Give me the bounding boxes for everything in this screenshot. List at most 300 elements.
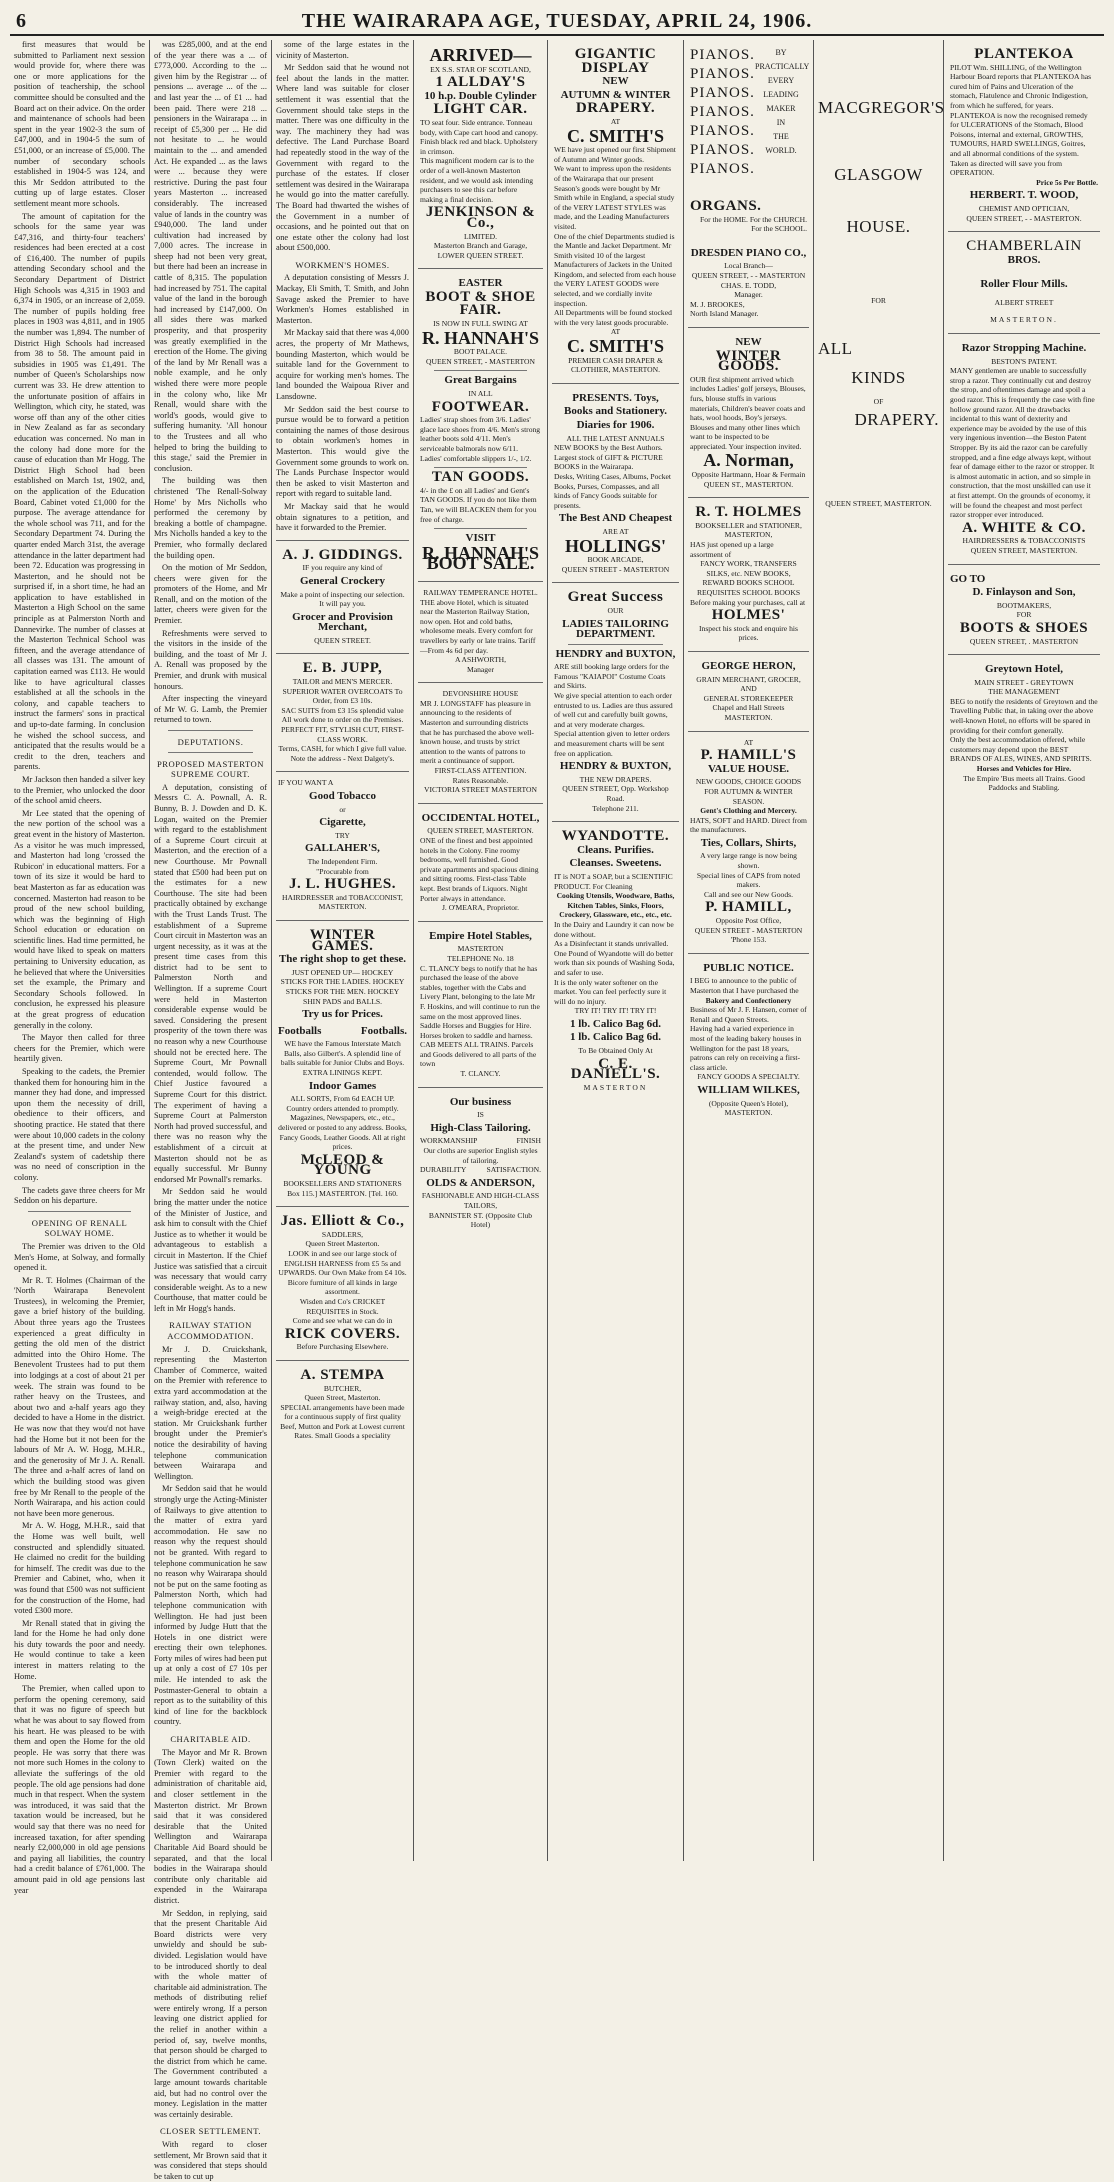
ad-line: GALLAHER'S, <box>305 842 380 855</box>
ad-text: We give special attention to each order entrusted to us. Ladies are thus assured of well cut and carefully built gowns, and at very moderate charges. <box>554 691 673 729</box>
ad-title: GIGANTIC <box>574 46 657 62</box>
ad-line: Price 5s Per Bottle. <box>1036 177 1098 187</box>
ad-text: IT is NOT a SOAP, but a SCIENTIFIC PRODUCT. For Cleaning <box>554 871 673 891</box>
ad-title: KINDS <box>851 367 906 387</box>
divider <box>168 752 253 753</box>
ad-text: MANY gentlemen are unable to successfully strop a razor. They continually cut and destroy the strop, and oftentimes damage and spoil a good razor. This is frequently the case with fine hollow ground razor. All the drawbacks incidental to this want of dexterity and experience may be avoided by the use of this very ingenious invention—the Beston Patent Stropper. By its aid the razor can be carefully stropped, and a fine edge always kept, without fear of damage either to the razor or stropper. It is almost automatic in action, and so simple in construction, that the most unskilled can use it at first attempt. On the grounds of economy, it will be found the cheapest and most perfect razor stropper ever introduced. <box>950 366 1095 520</box>
ad-plantekoa <box>948 40 1100 232</box>
ad-name: M. J. BROOKES, <box>690 299 745 309</box>
page-number: 6 <box>16 10 26 32</box>
ad-text: WORKMANSHIP <box>420 1136 478 1146</box>
ad-line: The Best AND Cheapest <box>558 512 673 525</box>
ad-text: ARE AT <box>602 526 629 536</box>
divider <box>568 644 663 645</box>
article-paragraph: some of the large estates in the vicinity of Masterton. <box>276 40 409 60</box>
ad-public-notice <box>688 954 809 1126</box>
ad-line: NEW <box>602 75 629 88</box>
ad-text: In the Dairy and Laundry it can now be done without. <box>554 919 674 939</box>
ad-line: BROS. <box>1007 253 1041 266</box>
ad-text: Cooking Utensils, Woodware, Baths, Kitchen Tables, Sinks, Floors, Crockery, Glassware, etc., etc., etc. <box>556 891 675 920</box>
article-heading: DEPUTATIONS. <box>177 737 244 747</box>
ad-text: As a Disinfectant it stands unrivalled. <box>554 939 669 949</box>
ad-hollings <box>552 384 679 584</box>
divider <box>28 1211 131 1212</box>
ad-text: FANCY GOODS A SPECIALTY. <box>697 1072 800 1082</box>
article-paragraph: Mr J. D. Cruickshank, representing the Masterton Chamber of Commerce, waited on the Premier with reference to extra yard accommodation at the railway station, and, also, having a weigh-bridge erected at the station. Mr Cruickshank further brought under the Premier's notice the desirability of having telephone communication between Wairarapa and Wellington. <box>154 1344 267 1481</box>
maker-words: BY PRACTICALLY EVERY LEADING MAKER IN THE WORLD. <box>755 48 810 155</box>
ad-line: BOOTMAKERS, <box>996 600 1052 610</box>
ad-title: E. B. JUPP, <box>302 660 383 677</box>
ad-text: Wisden and Co's CRICKET REQUISITES in Stock. <box>299 1296 386 1316</box>
ad-text: 'Phone 153. <box>730 935 767 945</box>
ad-line: Books and Stationery. <box>564 405 667 418</box>
ad-title: JENKINSON & Co., <box>425 204 536 231</box>
ad-line: 1 lb. Calico Bag 6d. <box>569 1031 662 1044</box>
ad-line: BOOK ARCADE, <box>587 555 644 565</box>
ad-text: Desks, Writing Cases, Albums, Pocket Books, Purses, Compasses, and all kinds of Fancy Goods suitable for presents. <box>554 471 672 510</box>
ad-text: NEW GOODS, CHOICE GOODS FOR AUTUMN & WINTER SEASON. <box>695 777 802 806</box>
masthead <box>10 8 1104 36</box>
article-paragraph: Mr A. W. Hogg, M.H.R., said that the Home was well built, well constructed and splendidly situated. He claimed no credit for the building for himself. The credit was due to the Premier and Cabinet, who, when it was found that £500 was not sufficient for the construction of the Home, had voted £300 more. <box>14 1521 145 1616</box>
article-paragraph: The Premier was driven to the Old Men's Home, at Solway, and formally opened it. <box>14 1241 145 1273</box>
piano-list: PIANOS. PIANOS. PIANOS. PIANOS. PIANOS. PIANOS. PIANOS. <box>690 47 755 177</box>
column-8 <box>944 40 1104 1861</box>
ad-title: Great Success <box>567 589 664 606</box>
ad-address: QUEEN STREET, - - MASTERTON <box>691 270 806 280</box>
ad-text: All Departments will be found stocked with the very latest goods procurable. <box>554 308 672 327</box>
ad-line: VISIT <box>465 532 496 545</box>
ad-title: A. Norman, <box>703 450 794 471</box>
ad-text: TRY <box>335 830 350 840</box>
ad-text: PLANTEKOA is now the recognised remedy for ULCERATIONS of the Stomach, Blood Poisons, internal and external, GROWTHS, TUMOURS, HARD SWELLINGS, Goitres, and all abnormal conditions of the system. Taken as directed will save you from OPERATION. <box>950 110 1088 178</box>
article-paragraph: The amount of capitation for the schools for the same year was £47,316, and thirty-four teachers' residences had been erected at a cost of £16,400. The number of pupils attending Secondary school and the Secondary Department of District High Schools was 4,315 in 1903 and 6,374 in 1905, or an increase of 2,059. The number of pupils holding free places in 1903 was 4,811, and in 1905 the number was 1,894. The number of District High Schools had increased from 38 to 58. The amount paid in subsidies in 1905 was £1,491. The number of Queen's Scholarships now current was 33. He drew attention to the unfortunate position of affairs in Wellington, which city, he stated, was worse off than any of the other cities in New Zealand as far as secondary education was concerned. No man in the colony had done more for the cause of education than Mr Hogg. The District High School had been established on March 1st, 1902, and, on the application of the Education Board, Cabinet voted £1,000 for the purpose. The average attendance for the whole school was 711, and for the Secondary Department 74. During the quarter ended March 31st, the average attendance in the latter department had been 72. Education was progressing in Masterton, and he should not be surprised if, in a short time, he had an application to have established in Masterton a High School on the same principle as at Palmerston North and Dannevirke. The number of classes at the Masterton Technical School was fifteen, and the average attendance of all classes was 131. The amount of capitation earned was £113. He would like to have agricultural classes established at all the schools in the colony, and capable teachers to instruct the farmers' sons in practical and up-to-date farming. In conclusion he wished the school success, and anticipated that the results would be a credit to the dren, teachers and parents. <box>14 211 145 772</box>
article-paragraph: A deputation, consisting of Messrs C. A. Pownall, A. R. Bunny, B. J. Dowden and D. K. Logan, waited on the Premier with regard to the establishment of a Supreme Court circuit at Masterton, and the erection of a new Courthouse. Mr Pownall stated that £500 had been put on the estimates for a new Courthouse. The site had been practically obtained by exchange with the Trust Lands Trust. The establishment of a Supreme Court circuit in Masterton was an urgent necessity, as it was at the present time cases from this district had to be sent to Palmerston North and Wellington. If a supreme Court were held in Masterton considerable expense would be saved. Considering the present prosperity of the town there was no reason why a new Courthouse should not be erected here. The Supreme Court, Mr Pownall contended, would follow. The Chief Justice favoured a Supreme Court for this district. The experiment of having a Supreme Court at Palmerston North had proved successful, and there was no reason why the establishment of a circuit at Masterton should not be as equally successful. Mr Bunny endorsed Mr Pownall's remarks. <box>154 782 267 1184</box>
ad-text: Come and see what we can do in <box>292 1316 393 1326</box>
ad-text: OUR <box>607 605 624 615</box>
column-7 <box>814 40 944 1861</box>
article-paragraph: Refreshments were served to the visitors in the inside of the building, and the toast of Mr J. A. Renall was proposed by the Premier, and drunk with musical honours. <box>154 628 267 691</box>
ad-address: MAIN STREET - GREYTOWN <box>974 677 1074 687</box>
ad-text: Having had a varied experience in most of the leading bakery houses in Wellington for the past 18 years, patrons can rely on receiving a first-class article. <box>690 1024 802 1072</box>
article-paragraph: Mr Seddon, in replying, said that the present Charitable Aid Board districts were very unwieldy and should be sub-divided. Legislation would have to be introduced shortly to deal with the whole matter of charitable aid administration. The methods of distributing relief were entirely wrong. If a person leaving one district applied for the relief in another within a period of, say, twelve months, that person should be charged to the district from which he came. The Government contributed a large amount towards charitable aid, but had no control over the money. Legislation in the matter was certainly desirable. <box>154 1908 267 2119</box>
ad-title: DISPLAY <box>581 59 650 76</box>
ad-text: Before making your purchases, call at <box>690 597 806 607</box>
ad-title: P. HAMILL'S <box>700 747 797 764</box>
ad-wyandotte <box>552 822 679 1100</box>
ad-text: It is the only water softener on the market. You can feel perfectly sure it will do no injury. <box>554 977 667 1006</box>
ad-title: CHAMBERLAIN <box>966 238 1082 255</box>
divider <box>168 730 253 731</box>
column-3 <box>272 40 414 1861</box>
ad-title: HOUSE. <box>846 217 911 237</box>
columns <box>10 40 1104 2181</box>
ad-title: A. WHITE & CO. <box>962 519 1086 536</box>
article-paragraph: The cadets gave three cheers for Mr Seddon on his departure. <box>14 1185 145 1206</box>
divider <box>434 370 527 371</box>
ad-line: NEW <box>735 335 762 348</box>
article-paragraph: Mr Seddon said that he would strongly urge the Acting-Minister of Railways to give attention to the matter of extra yard accommodation. He saw no reason why the request should not be granted. With regard to telephone communication he saw no reason why Wairarapa should not be put on the same footing as Palmerston North, which had telephone communication with Wellington. He had just been informed by Judge Hutt that the Hotels in one district were erecting their own telephones. Forty miles of wires had been put up at only a cost of £7 10s per mile. He intended to ask the Postmaster-General to obtain a report as to the suitability of this kind of line for the backblock country. <box>154 1484 267 1727</box>
ad-line: PRESENTS. Toys, <box>572 391 659 404</box>
article-paragraph: Mr R. T. Holmes (Chairman of the 'North Wairarapa Benevolent Trustees), in welcoming the Premier, gave a brief history of the building. About three years ago the Trustees experienced a great difficulty in getting the old men of the district admitted into the Ohiro Home. The Benevolent Trustees had to put them into lodgings at a cost of about 21 per week. The strain was found to be rather heavy on the Trustees, and about two and a-half years ago they decided to have a Home in the district. He was now that they wou'd not have had the Home but it not been for the labours of Mr A. W. Hogg, M.H.R., and the generosity of Mr J. A. Renall. The three and a-half acres of land on which the building stood was given free by Mr Renall to the people of the North Wairarapa, and his action could not have been more generous. <box>14 1275 145 1518</box>
article-subheading: CLOSER SETTLEMENT. <box>160 2126 261 2137</box>
article-paragraph: Mr Mackay said that there was 4,000 acres, the property of Mr Mathews, bounding Masterton, which would be suitable land for the Government to acquire for working men's homes. The land bounded the Waipoua River and Lansdowne. <box>276 328 409 401</box>
ad-occidental <box>418 804 543 922</box>
ad-text: I BEG to announce to the public of Masterton that I have purchased the <box>690 976 799 995</box>
ad-line: LADIES TAILORING DEPARTMENT. <box>562 617 669 641</box>
ad-text: We want to impress upon the residents of the Wairarapa that our present Season's goods were bought by Mr Smith while in England, a special study of the VERY LATEST STYLES was made, and the Leading Manufacturers visited. <box>554 164 675 231</box>
ad-hendry-buxton <box>552 583 679 822</box>
ad-title: OCCIDENTAL HOTEL, <box>421 811 540 824</box>
ad-title: McLEOD & YOUNG <box>300 1151 385 1179</box>
ad-address: QUEEN STREET - MASTERTON <box>694 925 803 935</box>
ad-text: Make a point of inspecting our selection. It will pay you. <box>280 589 405 609</box>
column-4 <box>414 40 548 1861</box>
article-paragraph: first measures that would be submitted to Parliament next session would provide for, where there was one or more applications for the position of teachership, the school committee should be consulted and the Board act on their advice. On the order and maintenance of schools had been spent in the year 1902-3 the sum of £47,000, and in 1904-5 the sum of £51,000, or an increase of £5,000. The number of secondary schools established in 1904-5 was 124, and this Mr Seddon attributed to the cutting up of large estates. Closer settlement meant more schools. <box>14 40 145 208</box>
ad-name: T. CLANCY. <box>460 1069 501 1079</box>
ad-address: MASTERTON <box>457 944 504 954</box>
ad-line: Grocer and Provision Merchant, <box>292 610 393 634</box>
ad-text: LOOK in and see our large stock of ENGLISH HARNESS from £5 5s and UPWARDS. Our Own Make from £4 10s. <box>278 1248 407 1278</box>
ad-line: THE MANAGEMENT <box>988 687 1060 697</box>
ad-text: One of the chief Departments studied is the Mantle and Jacket Department. Mr Smith visited 10 of the largest Manufacturers of Jackets in the United Kingdom, and selected from each house the VERY LATEST GOODS were selected, and we cordially invite inspection. <box>554 231 676 308</box>
ad-jupp <box>276 654 409 772</box>
ad-holmes <box>688 498 809 652</box>
ad-text: TO seat four. Side entrance. Tonneau body, with Cape cart hood and canopy. Finish black red and black. Upholstery in crimson. <box>420 117 538 156</box>
ad-title: FOOTWEAR. <box>431 398 530 415</box>
ad-title: BOOTS & SHOES <box>959 619 1089 636</box>
ad-line: High-Class Tailoring. <box>430 1121 531 1134</box>
ad-text: THE above Hotel, which is situated near the Masterton Railway Station, now open. Hot and cold baths, wholesome meals. Every comfort for travellers by early or late trains. Tariff—From 4s 6d per day. <box>420 597 536 655</box>
article-paragraph: Mr Mackay said that he would obtain signatures to a petition, and have it forwarded to the Premier. <box>276 501 409 533</box>
ad-text: (Opposite Queen's Hotel), <box>708 1098 789 1108</box>
ad-text: IS NOW IN FULL SWING AT <box>433 319 528 329</box>
article-paragraph: Speaking to the cadets, the Premier thanked them for honouring him in the manner they had done, and impressed upon them the necessity of drill, obedience to their officers, and shooting practice. He stated that there were about 10,000 cadets in the colony at the present time, and under New Zealand's system of cadetship there was no need of conscription in the colony. <box>14 1067 145 1182</box>
ad-text: or <box>339 804 346 814</box>
ad-title: HOLMES' <box>711 607 786 624</box>
ad-text: North Island Manager. <box>690 309 759 319</box>
ad-smiths-drapery <box>552 40 679 384</box>
ad-text: To Be Obtained Only At <box>578 1046 653 1056</box>
column-2 <box>150 40 272 2181</box>
ad-line: Cleanses. Sweetens. <box>569 857 662 870</box>
ad-chamberlain <box>948 232 1100 334</box>
article-heading: OPENING OF RENALL SOLWAY HOME. <box>31 1217 128 1239</box>
ad-line: General Crockery <box>299 574 386 587</box>
ad-title: HERBERT. T. WOOD, <box>969 189 1079 202</box>
ad-text: Note the address - Next Dalgety's. <box>290 753 395 763</box>
ad-title: PLANTEKOA <box>974 46 1074 62</box>
ad-name: CHAS. E. TODD, <box>720 280 777 290</box>
ad-devonshire <box>418 683 543 804</box>
ad-text: FOR <box>1016 610 1032 620</box>
ad-text: Local Branch— <box>724 261 773 271</box>
ad-title: DEVONSHIRE HOUSE <box>442 689 519 699</box>
ad-line: GO TO <box>950 572 986 585</box>
ad-text: MR J. LONGSTAFF has pleasure in announcing to the residents of Masterton and surrounding districts that he has purchased the above well-known house, and trusts by strict attention to the wants of patrons to merit a continuance of support. <box>420 698 534 766</box>
ad-title: C. SMITH'S <box>566 336 665 357</box>
ad-line: Cleans. Purifies. <box>577 843 654 856</box>
ad-line: Good Tobacco <box>309 790 376 802</box>
ad-text: TELEPHONE No. 18 <box>447 953 514 963</box>
ad-text: IN ALL <box>468 389 493 399</box>
ad-text: PREMIER CASH DRAPER & CLOTHIER, MASTERTON. <box>568 355 663 375</box>
ad-heron <box>688 652 809 732</box>
ad-text: OUR first shipment arrived which includes Ladies' golf jerseys, Blouses, furs, blouse stuffs in various materials, Children's beaver coats and hats, wool hoods, Boy's jerseys. Blouses and many other lines which want to be inspected to be appreciated. Your inspection invited. <box>690 374 806 451</box>
ad-address: QUEEN STREET, - - MASTERTON. <box>966 213 1082 223</box>
ad-line: AUTUMN & WINTER <box>560 88 671 101</box>
ad-line: BUTCHER, <box>323 1383 362 1393</box>
ad-address: Opposite Hartmann, Hoar & Fermain QUEEN ST., MASTERTON. <box>691 470 806 489</box>
ad-text: TRY IT! TRY IT! TRY IT! <box>574 1006 657 1016</box>
ad-text: "Procurable from <box>316 866 369 876</box>
article-paragraph: Mr Jackson then handed a silver key to the Premier, who unlocked the door of the school amid cheers. <box>14 774 145 806</box>
ad-olds-anderson <box>418 1088 543 1238</box>
ad-line: Roller Flour Mills. <box>980 278 1068 291</box>
article-paragraph: The Premier, when called upon to perform the opening ceremony, said that it was no figure of speech but what he was about to say flowed from his heart. He was pleased to be with them and open the Home for the old people. He was sorry that there was not more such Homes in the colony to alleviate the sufferings of the old people. The old age pensions had done much in that respect. When the system was introduced, it was said that the taxation would be increased, but he would say that there was no need for increased taxation, for after spending nearly £2,000,000 in old age pensions and paying all liabilities, the country had a credit balance of £761,000. The amount paid in old age pensions last year <box>14 1684 145 1895</box>
ad-text: SATISFACTION. <box>486 1165 541 1175</box>
ad-title: ORGANS. <box>690 198 762 214</box>
ad-title: 1 ALLDAY'S <box>435 74 526 91</box>
ad-text: Before Purchasing Elsewhere. <box>296 1342 389 1352</box>
ad-title: FAIR. <box>459 302 502 319</box>
ad-empire-stables <box>418 922 543 1088</box>
ad-title: A. J. GIDDINGS. <box>282 546 403 563</box>
ad-address: QUEEN STREET, MASTERTON. <box>825 498 932 508</box>
ad-text: Telephone 211. <box>592 803 639 813</box>
ad-text: AT <box>743 737 754 747</box>
ad-hannah-fair <box>418 269 543 582</box>
ad-address: Box 115.] MASTERTON. [Tel. 160. <box>287 1188 398 1198</box>
column-5 <box>548 40 684 1861</box>
ad-address: QUEEN STREET, Opp. Workshop Road. <box>562 784 669 803</box>
ad-title: P. HAMILL, <box>705 899 792 916</box>
article-paragraph: Mr Renall stated that in giving the land for the Home he had only done his duty towards the poor and needy. He would continue to take a keen interest in matters relating to the Home. <box>14 1618 145 1681</box>
article-paragraph: Mr Lee stated that the opening of the new portion of the school was a great event in the history of Masterton. As a visitor he was much impressed, and Masterton had long 'crossed the Rubicon' in educational matters. For a town of its size it would be hard to beat Masterton as far as education was concerned. Masterton had reason to be proud of the new school building, which was the beginning of High School education or education on scientific lines. Had time permitted, he would have liked to speak on matters pertaining to University education, as he believed that where the Universities set the example, the Primary and Secondary Schools followed. In conclusion, he expressed his pleasure at the great progress of education generally in the colony. <box>14 808 145 1030</box>
ad-title: WINTER GOODS. <box>715 347 782 375</box>
ad-line: Bakery and Confectionery <box>705 995 792 1005</box>
ad-title: Jas. Elliott & Co., <box>280 1213 405 1230</box>
ad-text: The Independent Firm. <box>307 856 378 866</box>
ad-text: IS <box>477 1110 484 1120</box>
ad-norman <box>688 328 809 498</box>
article-paragraph: On the motion of Mr Seddon, cheers were given for the promoters of the Home, and Mr Renall, and on the motion of the latter, cheers were given for the Premier. <box>154 563 267 626</box>
ad-line: Gent's Clothing and Mercery. <box>700 806 797 816</box>
newspaper-title: THE WAIRARAPA AGE, TUESDAY, APRIL 24, 1906. <box>301 10 813 32</box>
ad-alldays-car <box>418 40 543 269</box>
ad-winter-games <box>276 921 409 1207</box>
ad-text: Special attention given to letter orders and measurement charts will be sent free on application. <box>554 729 670 758</box>
ad-name: A ASHWORTH, <box>454 655 507 665</box>
ad-stempa <box>276 1361 409 1449</box>
ad-text: Business of Mr J. F. Hansen, corner of Renall and Queen Streets. <box>690 1005 807 1024</box>
ad-address: QUEEN STREET - MASTERTON <box>561 564 670 574</box>
ad-line: GENERAL STOREKEEPER <box>703 693 794 703</box>
ad-title: BOOT & SHOE <box>425 288 536 305</box>
article-paragraph: Mr Seddon said that he wound not feel about the lands in the matter. Where land was suitable for closer settlement it was essential that the Government should take steps in the matter. There was one difficulty in the way. The machinery they had was defective. The Land Purchase Board had repeatedly stood in the way of the Government with regard to the purchase of the estates. If closer settlement was desired in the Wairarapa he would go into the matter carefully. The Board had thwarted the wishes of the Government in a number of occasions, and he pointed out that on one estate other the colony had lost about £500,000. <box>276 63 409 253</box>
ad-title: HENDRY and BUXTON, <box>555 647 676 660</box>
ad-text: OF <box>873 396 884 406</box>
ad-line: Ties, Collars, Shirts, <box>700 836 797 849</box>
ad-text: PERFECT FIT, STYLISH CUT, FIRST-CLASS WORK. <box>281 725 404 744</box>
ad-text: A very large range is now being shown. <box>700 851 797 871</box>
ad-address: VICTORIA STREET MASTERTON <box>423 785 538 795</box>
ad-title: HOLLINGS' <box>564 535 667 556</box>
ad-line: 1 lb. Calico Bag 6d. <box>569 1017 662 1030</box>
ad-text: AT <box>610 116 621 126</box>
ad-text: Special lines of CAPS from noted makers. <box>696 870 801 890</box>
ad-title: Razor Stropping Machine. <box>961 342 1087 355</box>
ad-text: All work done to order on the Premises. <box>281 715 404 725</box>
article-paragraph: The Mayor and Mr R. Brown (Town Clerk) waited on the Premier with regard to the administration of charitable aid, and closer settlement in the Masterton district. Mr Brown said that it was considered desirable that the United Wellington and Wairarapa Charitable Aid Board should be separated, and that the local bodies in the Wairarapa should contribute only charitable aid expended in the Wairarapa district. <box>154 1747 267 1905</box>
ad-text: EX S.S. STAR OF SCOTLAND, <box>430 64 531 74</box>
ad-text: FIRST-CLASS ATTENTION. <box>434 766 527 776</box>
ad-text: Rates Reasonable. <box>452 775 509 785</box>
ad-address: MASTERTON. <box>724 1108 773 1118</box>
ad-title: ALL <box>818 339 853 359</box>
ad-title: HENDRY & BUXTON, <box>559 760 672 773</box>
ad-text: FANCY WORK, TRANSFERS SILKS, etc. NEW BOOKS, REWARD BOOKS SCHOOL REQUISITES SCHOOL BOOKS <box>696 559 801 597</box>
ad-title: C. E. DANIELL'S. <box>570 1055 661 1083</box>
ad-address: Masterton Branch and Garage, LOWER QUEEN STREET. <box>433 241 528 260</box>
article-paragraph: The Mayor then called for three cheers for the Premier, which were heartily given. <box>14 1033 145 1064</box>
ad-text: WE have the Famous Interstate Match Balls, also Gilbert's. A splendid line of balls suitable for Junior Clubs and Boys. EXTRA LININGS KEPT. <box>280 1039 405 1078</box>
ad-text: Manager. <box>734 290 763 300</box>
ad-text: Ladies' strap shoes from 3/6. Ladies' glace lace shoes from 4/6. Men's strong leather boots sold 4/11. Men's serviceable balmorals now 6/11. Ladies' comfortable slippers 1/-, 1/2. <box>420 415 541 463</box>
ad-text: BEG to notify the residents of Greytown and the Travelling Public that, in taking over the above well-known Hotel, no efforts will be spared in providing for their comfort generally. <box>950 696 1098 735</box>
ad-title: TAN GOODS. <box>431 469 530 486</box>
ad-line: BESTON'S PATENT. <box>991 356 1057 366</box>
article-paragraph: was £285,000, and at the end of the year there was a ... of £773,000. According to the ... given him by the Registrar ... of pensions ... average ... of the ... and last year the ... of £1 ... had been paid. There were 218 ... pensioners in the Wairarapa ... in receipt of £5,300 per ... He did not hesitate to ... he would maintain to the ... and amended Act. He expanded ... as the laws were ... because they were restrictive. During the past four years Masterton ... increased considerably. The increased value of lands in the country was £940,000. The land under cultivation had increased by 7,000 acres. The increase in sheep had not been very great, but there had been an increase in cattle of 8,315. The population had increased by 751. The capital value of the land in the borough had increased by £147,000. On all sides there was marked prosperity, and that prosperity was greatly exemplified in the erection of the Home. The giving of the land by Mr Renall was a noble example, and he only wished there were more people in the colony who, like Mr Renall, would share with the world's goods, would give to suffering humanity. 'All honour to the Trustees and all who helped to bring the building to this stage,' said the Premier in conclusion. <box>154 40 267 473</box>
ad-railway-hotel <box>418 582 543 683</box>
ad-line: SADDLERS, <box>321 1229 364 1239</box>
ad-text: This magnificent modern car is to the order of a well-known Masterton resident, and we would ask intending purchasers to see this car before making a final decision. <box>420 156 534 204</box>
ad-text: The Empire 'Bus meets all Trains. Good Paddocks and Stabling. <box>963 773 1085 793</box>
ad-title: PUBLIC NOTICE. <box>703 961 794 974</box>
ad-line: 10 h.p. Double Cylinder <box>424 89 537 102</box>
ad-line: Footballs. <box>360 1024 407 1037</box>
ad-text: AT <box>610 327 621 337</box>
ad-text: SUPERIOR WATER OVERCOATS To Order, from £3 10s. <box>282 686 403 706</box>
ad-text: FOR <box>871 295 886 305</box>
ad-line: LIMITED. <box>463 231 498 241</box>
ad-text: DURABILITY <box>420 1165 467 1175</box>
column-6 <box>684 40 814 1861</box>
ad-name: J. O'MEARA, Proprietor. <box>441 903 520 913</box>
ad-title: ARRIVED— <box>429 45 532 65</box>
ad-text: PILOT Wm. SHILLING, of the Wellington Harbour Board reports that PLANTEKOA has cured him of Pains and Ulceration of the stomach, Flatulence and Chronic Indigestion, from which he suffered, for years. <box>950 62 1092 110</box>
ad-text: BOOKSELLERS AND STATIONERS <box>283 1179 402 1188</box>
ad-title: RAILWAY TEMPERANCE HOTEL. <box>423 587 538 597</box>
ad-title: DRESDEN PIANO CO., <box>690 246 807 259</box>
ad-greytown-hotel <box>948 655 1100 801</box>
ad-text: ONE of the finest and best appointed hotels in the Colony. Fine roomy bedrooms, well furnished. Good private apartments and spacious dining and sitting rooms. First-class Table kept. Best brands of Liquors. Night Porter always in attendance. <box>420 836 539 903</box>
ad-line: Horses and Vehicles for Hire. <box>976 764 1072 774</box>
ad-address: Queen Street, Masterton. <box>304 1393 381 1403</box>
ad-text: SAC SUITS from £3 15s splendid value <box>281 705 404 715</box>
ad-text: WE have just opened our first Shipment of Autumn and Winter goods. <box>554 145 676 164</box>
article-paragraph: The building was then christened 'The Renall-Solway Home' by Mrs Nicholls who performed the ceremony by breaking a bottle of champagne. Mrs Nicholls handed a key to the Premier, who formally declared the building open. <box>154 476 267 560</box>
ad-title: GEORGE HERON, <box>701 659 796 672</box>
ad-title: WYANDOTTE. <box>561 828 670 845</box>
ad-title: R. T. HOLMES <box>695 504 802 521</box>
ad-line: Diaries for 1906. <box>576 419 655 431</box>
ad-text: Inspect his stock and enquire his prices. <box>699 623 798 643</box>
ad-title: DRAPERY. <box>854 410 939 430</box>
ad-address: ALBERT STREET <box>994 297 1054 307</box>
ad-text: HAIRDRESSERS & TOBACCONISTS QUEEN STREET, MASTERTON. <box>962 536 1086 555</box>
ad-dresden-piano <box>688 40 809 328</box>
ad-line: Try us for Prices. <box>302 1008 383 1021</box>
ad-text: ALL THE LATEST ANNUALS <box>566 433 665 443</box>
ad-text: MASTERTON. <box>724 712 773 722</box>
ad-text: ARE still booking large orders for the Famous "KAIAPOI" Costume Coats and Skirts. <box>554 662 670 691</box>
ad-text: C. TLANCY begs to notify that he has purchased the lease of the above stables, together with the Cabs and Livery Plant, belonging to the late Mr F. Hoskins, and will continue to run the same on the most approved lines. Saddle Horses and Buggies for Hire. Horses broken to saddle and harness. CAB MEETS ALL TRAINS. Parcels and Goods delivered to all parts of the town <box>420 963 540 1069</box>
ad-finlayson <box>948 565 1100 656</box>
ad-text: HAIRDRESSER and TOBACCONIST, MASTERTON. <box>282 892 403 912</box>
ad-line: The right shop to get these. <box>278 953 407 966</box>
ad-title: A. STEMPA <box>300 1366 385 1383</box>
ad-line: BOOKSELLER and STATIONER, <box>695 520 802 530</box>
ad-text: IF YOU WANT A <box>278 778 334 788</box>
ad-title: OLDS & ANDERSON, <box>426 1176 535 1189</box>
ad-title: D. Finlayson and Son, <box>972 586 1076 599</box>
ad-text: GRAIN MERCHANT, GROCER, AND <box>696 674 801 694</box>
article-subheading: PROPOSED MASTERTON SUPREME COURT. <box>157 758 264 780</box>
ad-text: FASHIONABLE AND HIGH-CLASS TAILORS, <box>421 1191 540 1210</box>
ad-text: Country orders attended to promptly. Magazines, Newspapers, etc., etc., delivered or posted to any address. Books, Fancy Goods, Leather Goods. All at right prices. <box>278 1103 407 1152</box>
ad-title: GLASGOW <box>834 164 923 184</box>
ad-text: Call and see our New Goods. <box>704 889 793 899</box>
ad-title: RICK COVERS. <box>284 1325 401 1342</box>
ad-title: Empire Hotel Stables, <box>429 929 532 942</box>
ad-address: Chapel and Hall Streets <box>712 703 785 713</box>
ad-text: MASTERTON, <box>724 530 773 540</box>
ad-giddings <box>276 540 409 655</box>
ad-text: Bicore furniture of all kinds in large assortment. <box>287 1277 398 1297</box>
divider <box>434 528 527 529</box>
ad-line: Indoor Games <box>308 1079 377 1092</box>
article-subheading: RAILWAY STATION ACCOMMODATION. <box>167 1320 254 1342</box>
ad-line: TAILOR and MEN'S MERCER. <box>292 677 393 687</box>
ad-address: QUEEN STREET, MASTERTON. <box>427 826 534 836</box>
article-paragraph: A deputation consisting of Messrs J. Mackay, Eli Smith, T. Smith, and John Savage asked the Premier to have Workmen's Homes established in Masterton. <box>276 273 409 325</box>
ad-address: Queen Street Masterton. <box>305 1239 380 1249</box>
ad-line: CHEMIST AND OPTICIAN, <box>978 203 1070 213</box>
ad-text: Only the best accommodation offered, while customers may depend upon the BEST BRANDS OF ALES, WINES, AND SPIRITS. <box>950 735 1092 764</box>
ad-title: J. L. HUGHES. <box>289 876 396 893</box>
article-paragraph: Mr Seddon said the best course to pursue would be to forward a petition containing the names of those desirous to obtain workmen's homes in Masterton. This would give the Government some grounds to work on. The Lands Purchase Inspector would then be asked to visit Masterton and report with regard to suitable land. <box>276 404 409 499</box>
ad-razor <box>948 334 1100 564</box>
ad-title: C. SMITH'S <box>566 125 665 146</box>
ad-text: HATS, SOFT and HARD. Direct from the manufacturers. <box>690 815 807 835</box>
ad-title: R. HANNAH'S BOOT SALE. <box>421 542 539 574</box>
ad-address: QUEEN STREET. <box>314 635 371 645</box>
ad-text: 4/- in the £ on all Ladies' and Gent's TAN GOODS. If you do not like them Tan, we will BLACKEN them for you free of charge. <box>420 485 537 524</box>
ad-address: BANNISTER ST. (Opposite Club Hotel) <box>428 1210 533 1230</box>
ad-text: Terms, CASH, for which I give full value. <box>278 744 407 754</box>
ad-address: MASTERTON <box>583 1082 648 1092</box>
ad-address: QUEEN STREET, . MASTERTON <box>969 636 1079 646</box>
ad-text: FINISH <box>516 1136 541 1146</box>
article-paragraph: After inspecting the vineyard of Mr W. G. Lamb, the Premier returned to town. <box>154 694 267 725</box>
column-1 <box>10 40 150 1895</box>
ad-hamill <box>688 732 809 954</box>
article-paragraph: With regard to closer settlement, Mr Brown said that it was considered that steps should be taken to cut up <box>154 2140 267 2181</box>
ad-line: Cigarette, <box>319 816 366 829</box>
ad-title: LIGHT CAR. <box>433 101 528 118</box>
ad-line: BOOT PALACE. <box>453 347 508 357</box>
ad-title: WINTER GAMES. <box>309 926 376 954</box>
